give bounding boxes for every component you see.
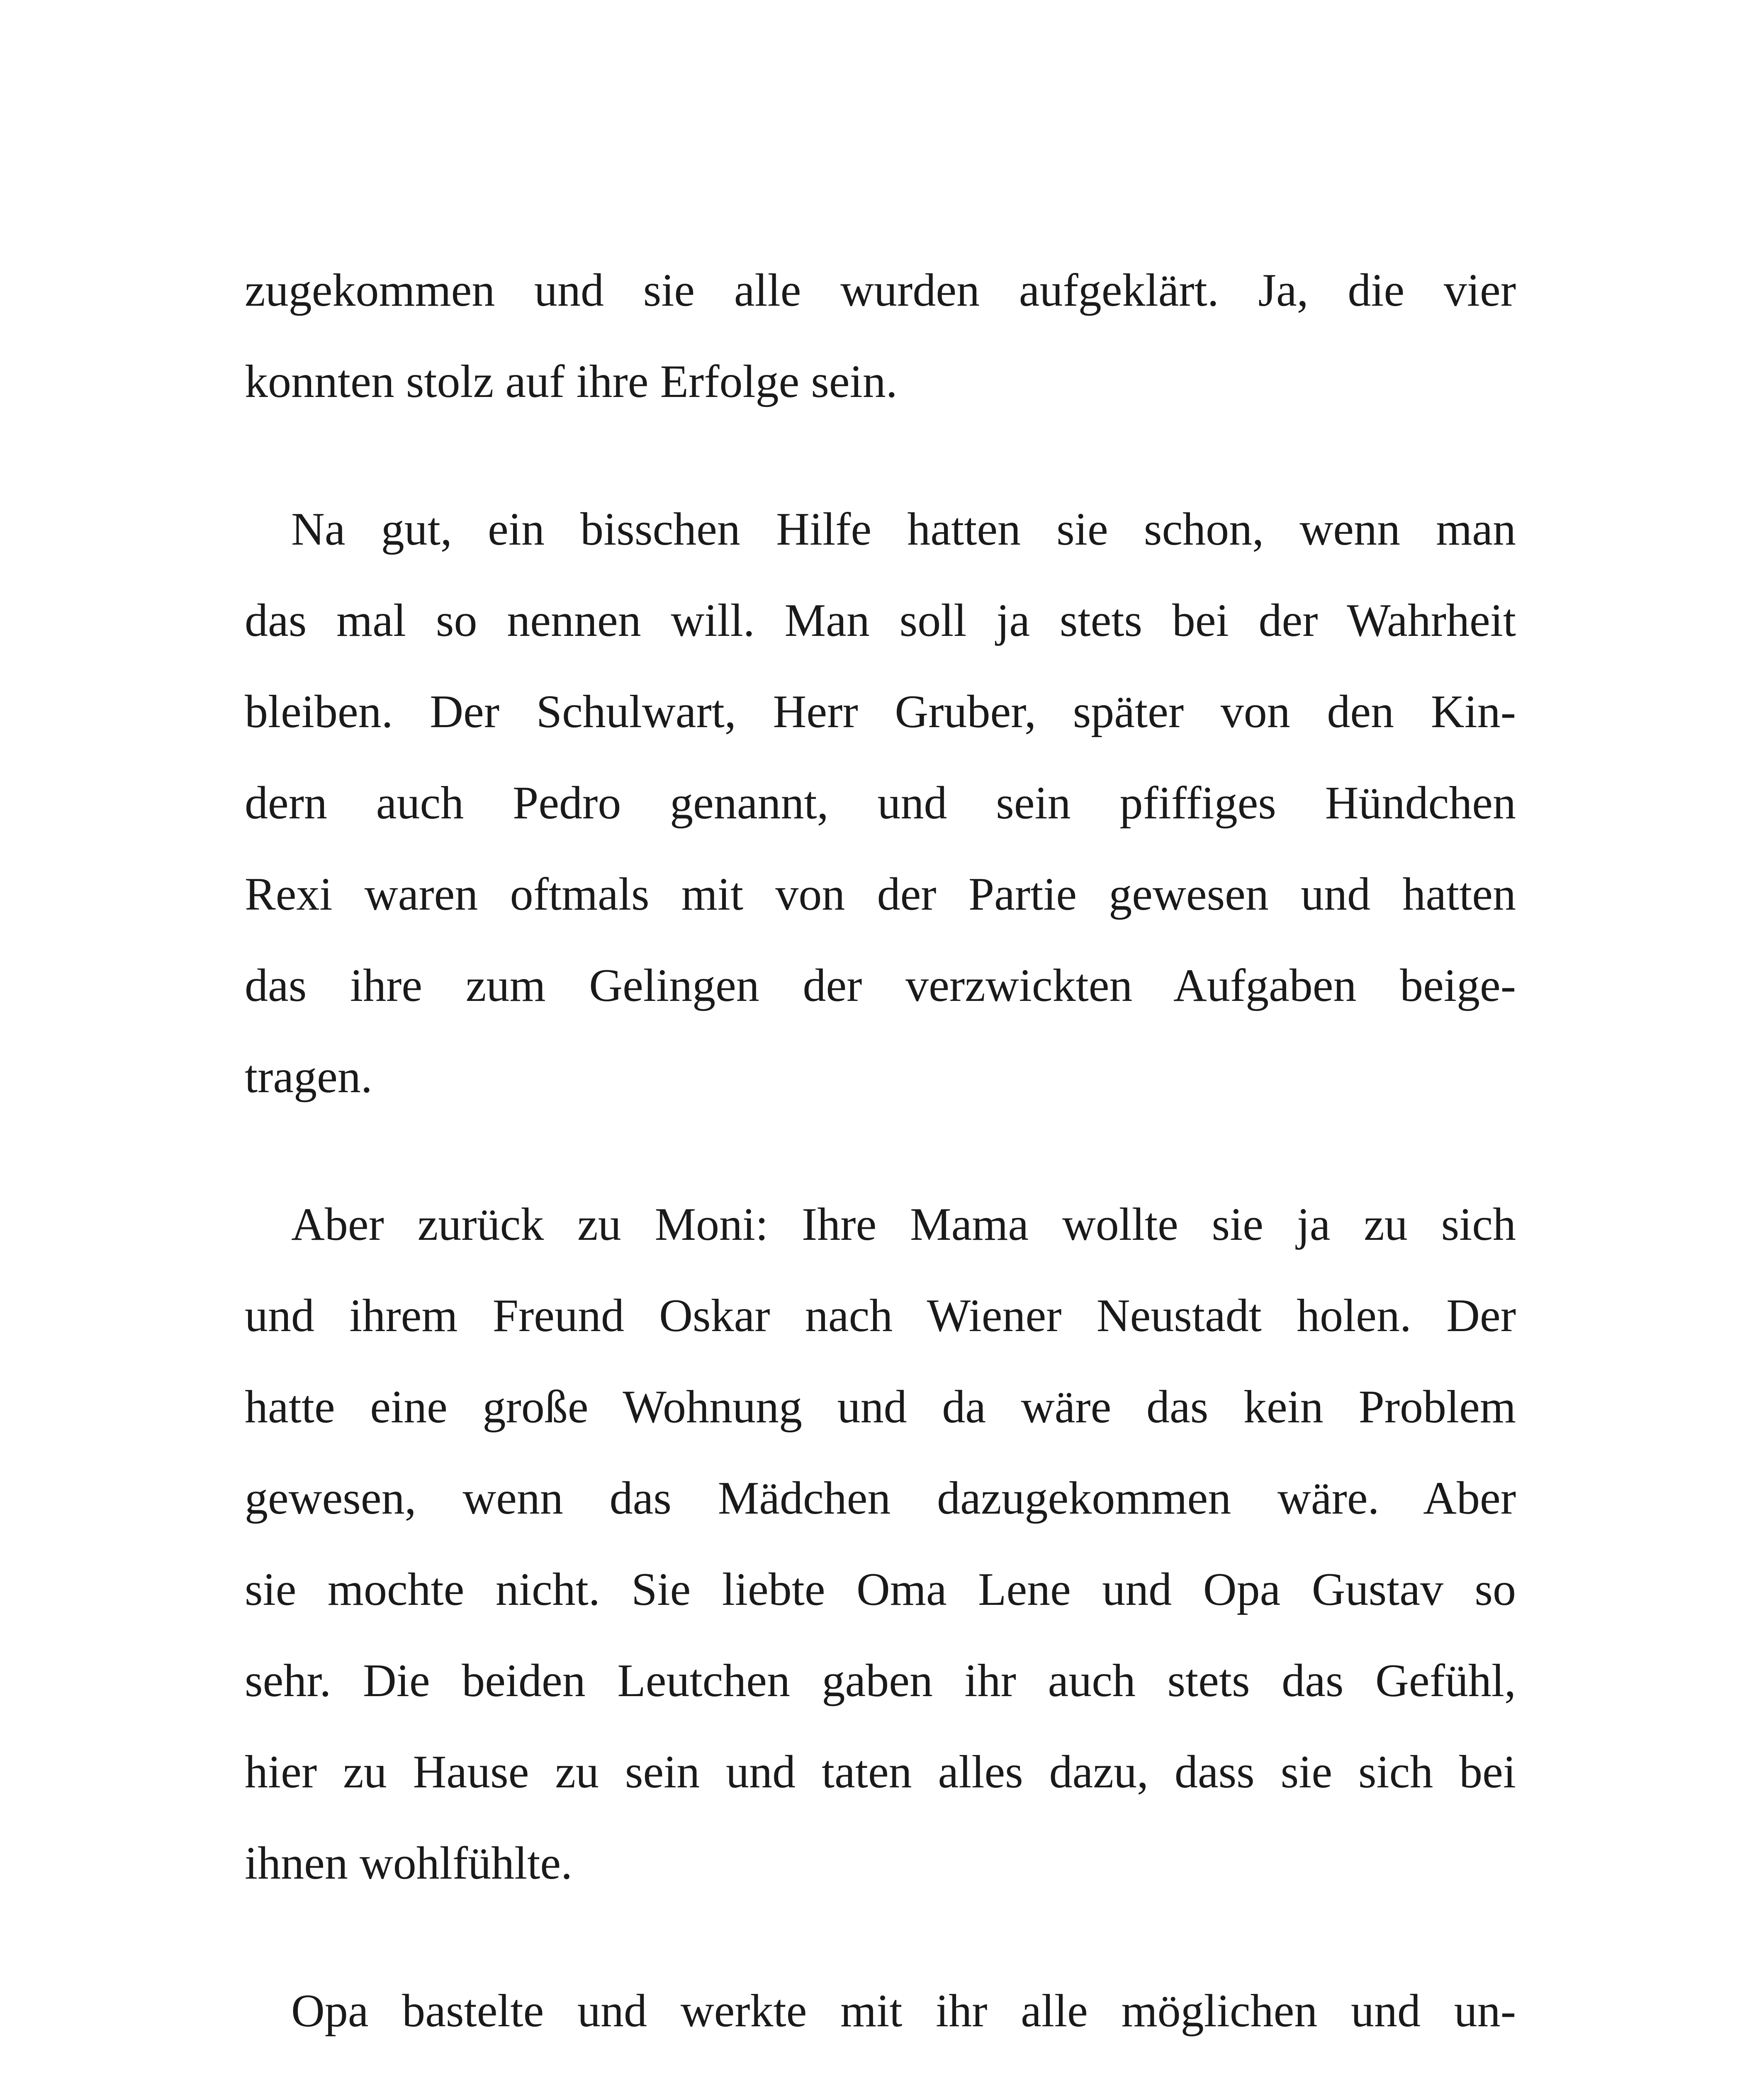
text-line: ihnen wohlfühlte. bbox=[245, 1838, 573, 1889]
text-line: bleiben. Der Schulwart, Herr Gruber, später von den Kin- bbox=[245, 686, 1516, 738]
text-line: Na gut, ein bisschen Hilfe hatten sie schon, wenn man bbox=[291, 504, 1516, 555]
text-line: das mal so nennen will. Man soll ja stets bei der Wahrheit bbox=[245, 595, 1516, 646]
text-line: hatte eine große Wohnung und da wäre das kein Problem bbox=[245, 1381, 1516, 1433]
text-line: konnten stolz auf ihre Erfolge sein. bbox=[245, 356, 898, 407]
text-line: Rexi waren oftmals mit von der Partie gewesen und hatten bbox=[245, 869, 1516, 920]
paragraph bbox=[245, 1965, 1516, 2074]
paragraph bbox=[245, 245, 1516, 427]
body-text bbox=[245, 245, 1516, 2074]
text-line: Opa bastelte und werkte mit ihr alle möglichen und un- bbox=[291, 1985, 1516, 2037]
text-line: tragen. bbox=[245, 1051, 372, 1103]
text-line: dern auch Pedro genannt, und sein pfiffiges Hündchen bbox=[245, 777, 1516, 829]
text-line: das ihre zum Gelingen der verzwickten Aufgaben beige- bbox=[245, 960, 1516, 1011]
text-line: zugekommen und sie alle wurden aufgeklärt. Ja, die vier bbox=[245, 265, 1516, 316]
text-line bbox=[245, 2057, 1516, 2074]
text-line: hier zu Hause zu sein und taten alles dazu, dass sie sich bei bbox=[245, 1746, 1516, 1798]
text-line: sehr. Die beiden Leutchen gaben ihr auch stets das Gefühl, bbox=[245, 1655, 1516, 1706]
paragraph bbox=[245, 1179, 1516, 1909]
text-line: und ihrem Freund Oskar nach Wiener Neustadt holen. Der bbox=[245, 1290, 1516, 1341]
text-line: gewesen, wenn das Mädchen dazugekommen wäre. Aber bbox=[245, 1473, 1516, 1524]
paragraph bbox=[245, 484, 1516, 1122]
text-line: Aber zurück zu Moni: Ihre Mama wollte sie ja zu sich bbox=[291, 1199, 1516, 1250]
text-line: sie mochte nicht. Sie liebte Oma Lene und Opa Gustav so bbox=[245, 1564, 1516, 1615]
